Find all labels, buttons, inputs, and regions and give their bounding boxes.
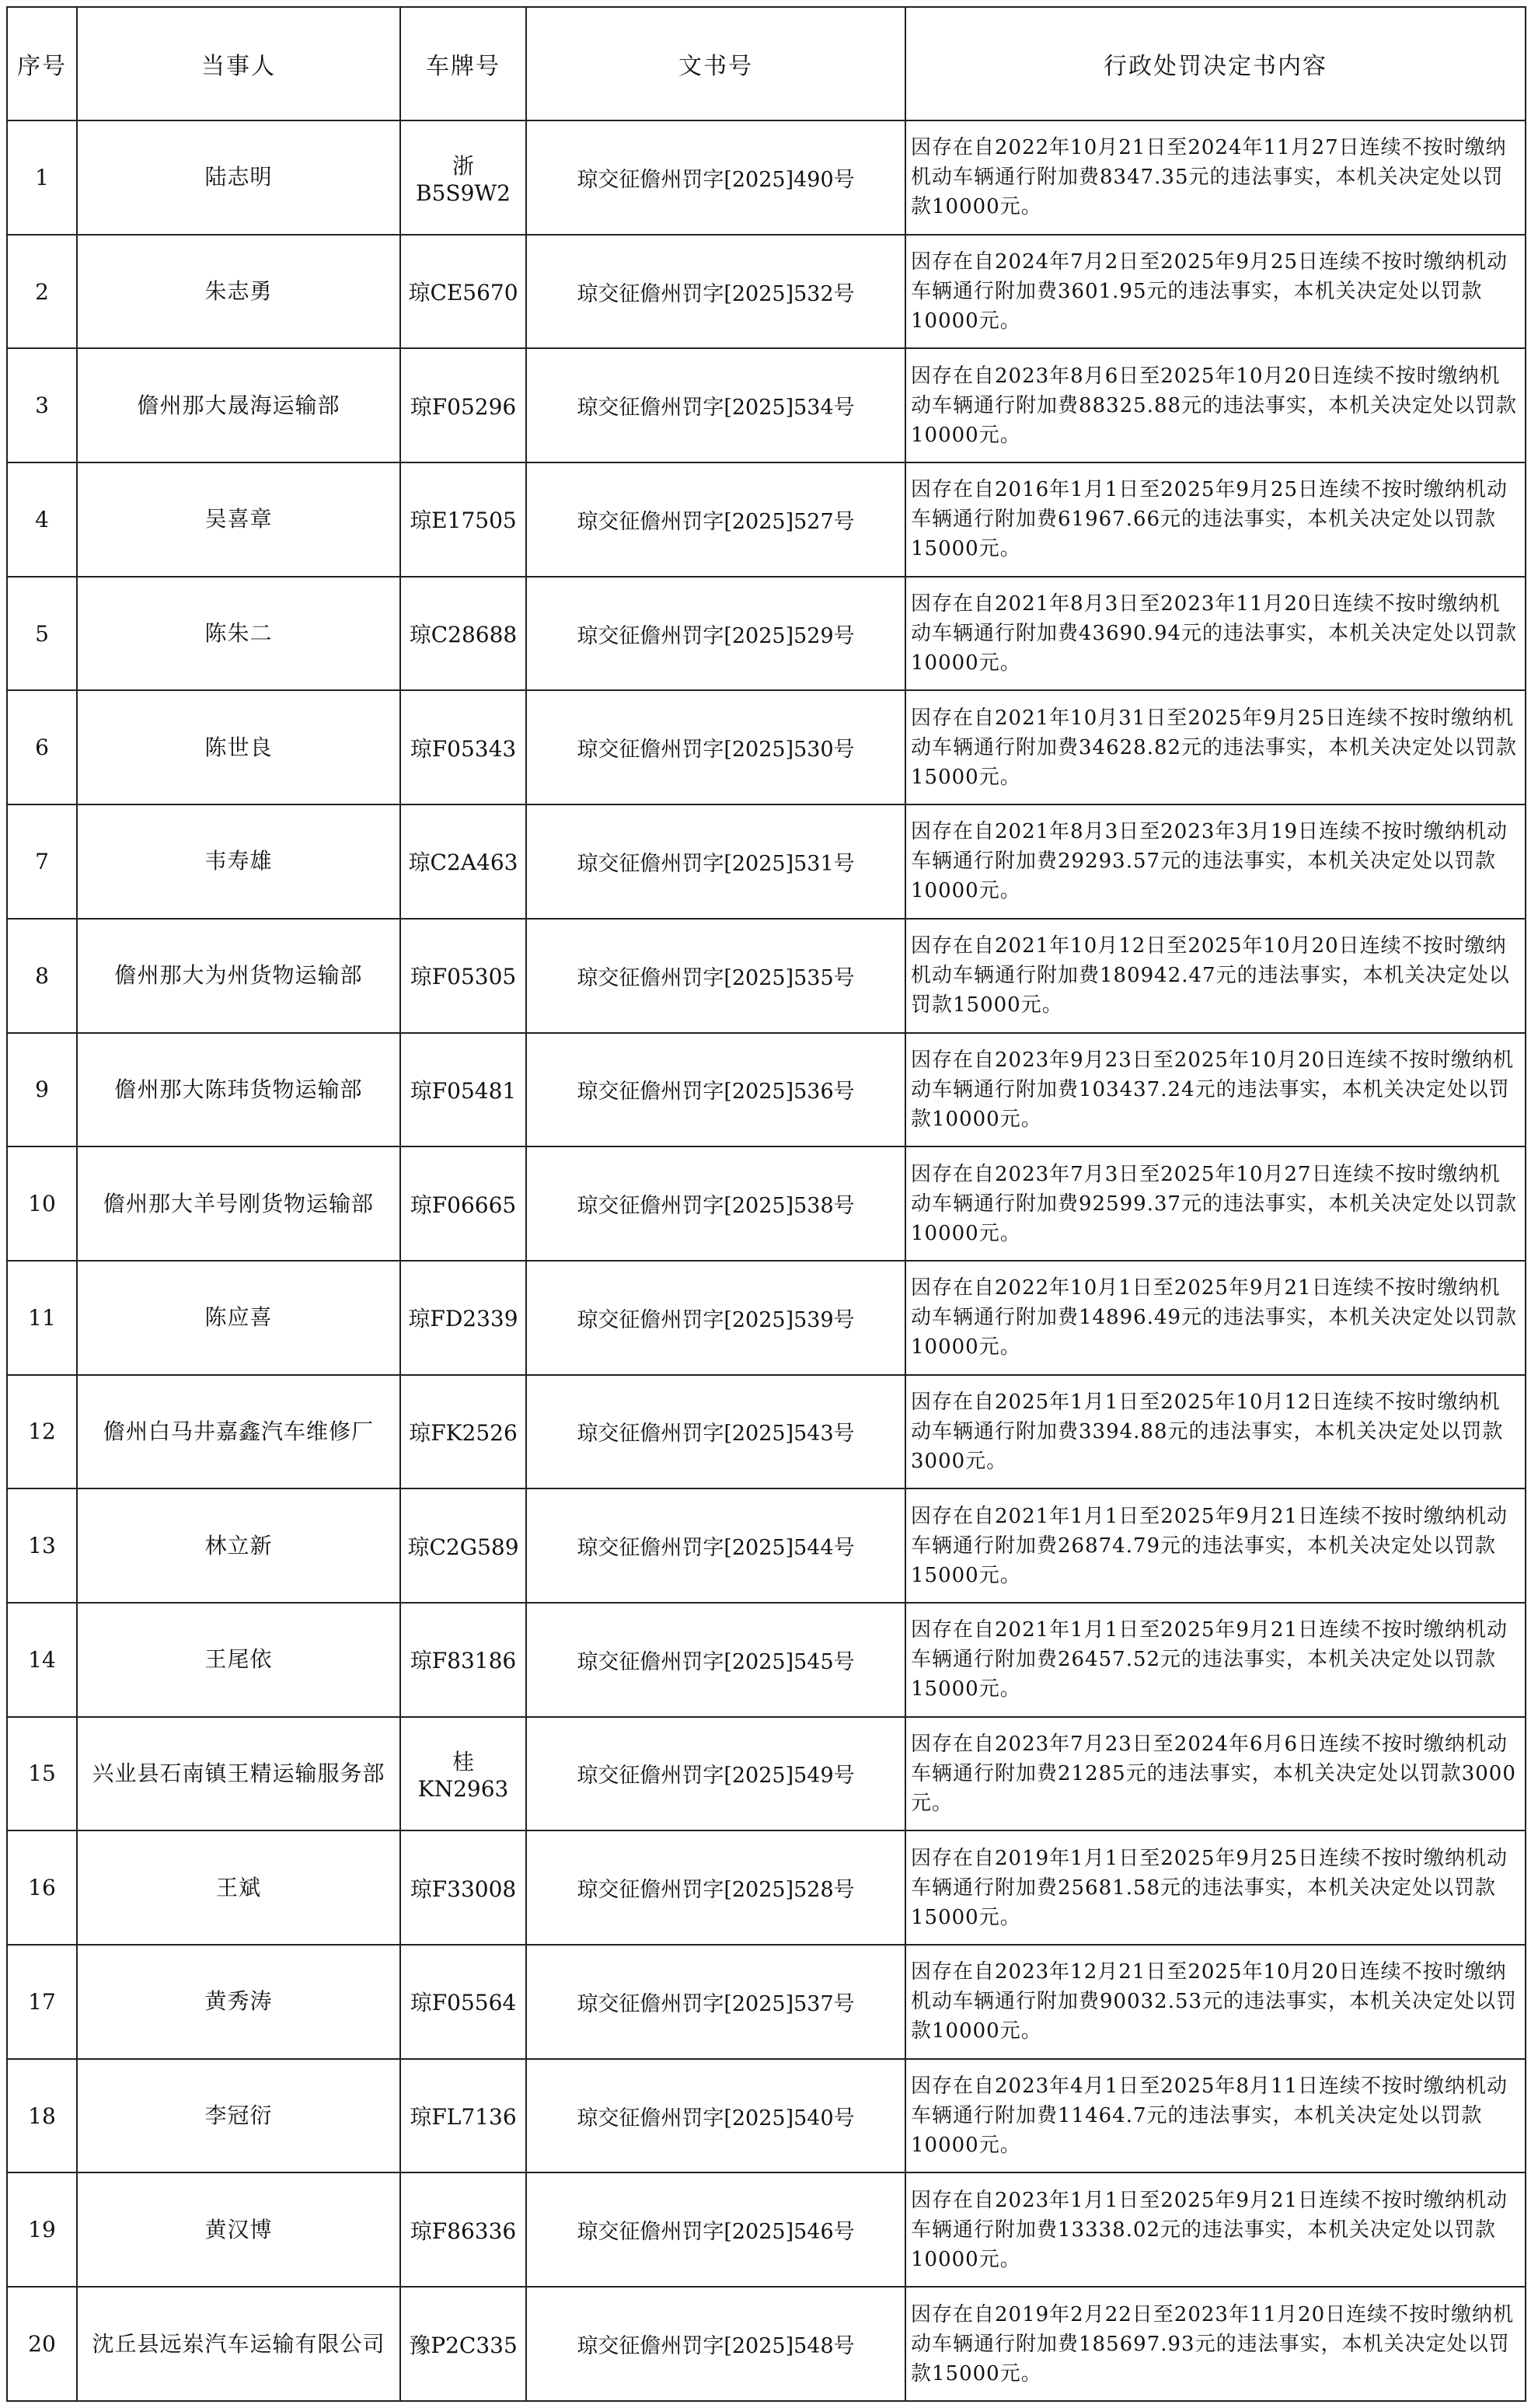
cell-no: 1 bbox=[7, 120, 77, 235]
penalty-decision-table bbox=[6, 6, 1526, 2402]
cell-party: 黄秀涛 bbox=[77, 1945, 400, 2059]
cell-plate: 琼F05343 bbox=[400, 690, 526, 804]
table-row bbox=[7, 1146, 1526, 1261]
cell-no: 15 bbox=[7, 1717, 77, 1831]
table-row bbox=[7, 462, 1526, 577]
cell-no: 12 bbox=[7, 1375, 77, 1489]
cell-plate: 琼CE5670 bbox=[400, 235, 526, 349]
cell-doc-number: 琼交征儋州罚字[2025]535号 bbox=[526, 919, 905, 1033]
header-no: 序号 bbox=[7, 7, 77, 120]
cell-decision-content: 因存在自2023年8月6日至2025年10月20日连续不按时缴纳机动车辆通行附加费88325.88元的违法事实，本机关决定处以罚款10000元。 bbox=[905, 348, 1526, 462]
cell-plate: 桂KN2963 bbox=[400, 1717, 526, 1831]
header-row bbox=[7, 7, 1526, 120]
table-row bbox=[7, 1261, 1526, 1375]
header-doc: 文书号 bbox=[526, 7, 905, 120]
cell-decision-content: 因存在自2021年10月12日至2025年10月20日连续不按时缴纳机动车辆通行附加费180942.47元的违法事实，本机关决定处以罚款15000元。 bbox=[905, 919, 1526, 1033]
cell-decision-content: 因存在自2023年1月1日至2025年9月21日连续不按时缴纳机动车辆通行附加费13338.02元的违法事实，本机关决定处以罚款10000元。 bbox=[905, 2172, 1526, 2287]
table-row bbox=[7, 1375, 1526, 1489]
cell-party: 儋州白马井嘉鑫汽车维修厂 bbox=[77, 1375, 400, 1489]
cell-party: 黄汉博 bbox=[77, 2172, 400, 2287]
cell-doc-number: 琼交征儋州罚字[2025]528号 bbox=[526, 1830, 905, 1945]
cell-doc-number: 琼交征儋州罚字[2025]537号 bbox=[526, 1945, 905, 2059]
header-party: 当事人 bbox=[77, 7, 400, 120]
header-plate: 车牌号 bbox=[400, 7, 526, 120]
cell-party: 韦寿雄 bbox=[77, 804, 400, 919]
cell-doc-number: 琼交征儋州罚字[2025]546号 bbox=[526, 2172, 905, 2287]
cell-plate: 琼FL7136 bbox=[400, 2059, 526, 2173]
cell-decision-content: 因存在自2023年7月23日至2024年6月6日连续不按时缴纳机动车辆通行附加费21285元的违法事实，本机关决定处以罚款3000元。 bbox=[905, 1717, 1526, 1831]
cell-doc-number: 琼交征儋州罚字[2025]529号 bbox=[526, 577, 905, 691]
cell-no: 5 bbox=[7, 577, 77, 691]
cell-plate: 琼C2A463 bbox=[400, 804, 526, 919]
cell-party: 陈朱二 bbox=[77, 577, 400, 691]
table-row bbox=[7, 1717, 1526, 1831]
cell-plate: 琼F05296 bbox=[400, 348, 526, 462]
table-row bbox=[7, 120, 1526, 235]
table-row bbox=[7, 2059, 1526, 2173]
cell-doc-number: 琼交征儋州罚字[2025]539号 bbox=[526, 1261, 905, 1375]
cell-no: 9 bbox=[7, 1033, 77, 1147]
cell-party: 李冠衍 bbox=[77, 2059, 400, 2173]
table-row bbox=[7, 1603, 1526, 1717]
cell-doc-number: 琼交征儋州罚字[2025]543号 bbox=[526, 1375, 905, 1489]
cell-doc-number: 琼交征儋州罚字[2025]540号 bbox=[526, 2059, 905, 2173]
cell-no: 6 bbox=[7, 690, 77, 804]
cell-doc-number: 琼交征儋州罚字[2025]531号 bbox=[526, 804, 905, 919]
cell-plate: 琼F05481 bbox=[400, 1033, 526, 1147]
table-body bbox=[7, 120, 1526, 2401]
cell-party: 朱志勇 bbox=[77, 235, 400, 349]
cell-no: 2 bbox=[7, 235, 77, 349]
table-row bbox=[7, 577, 1526, 691]
cell-decision-content: 因存在自2019年2月22日至2023年11月20日连续不按时缴纳机动车辆通行附加费185697.93元的违法事实，本机关决定处以罚款15000元。 bbox=[905, 2287, 1526, 2401]
cell-decision-content: 因存在自2021年8月3日至2023年3月19日连续不按时缴纳机动车辆通行附加费29293.57元的违法事实，本机关决定处以罚款10000元。 bbox=[905, 804, 1526, 919]
cell-decision-content: 因存在自2024年7月2日至2025年9月25日连续不按时缴纳机动车辆通行附加费3601.95元的违法事实，本机关决定处以罚款10000元。 bbox=[905, 235, 1526, 349]
cell-no: 18 bbox=[7, 2059, 77, 2173]
cell-doc-number: 琼交征儋州罚字[2025]527号 bbox=[526, 462, 905, 577]
table-row bbox=[7, 919, 1526, 1033]
cell-decision-content: 因存在自2019年1月1日至2025年9月25日连续不按时缴纳机动车辆通行附加费25681.58元的违法事实，本机关决定处以罚款15000元。 bbox=[905, 1830, 1526, 1945]
cell-party: 林立新 bbox=[77, 1488, 400, 1603]
cell-decision-content: 因存在自2022年10月21日至2024年11月27日连续不按时缴纳机动车辆通行附加费8347.35元的违法事实，本机关决定处以罚款10000元。 bbox=[905, 120, 1526, 235]
table-row bbox=[7, 235, 1526, 349]
table-row bbox=[7, 2172, 1526, 2287]
cell-plate: 琼F05305 bbox=[400, 919, 526, 1033]
cell-plate: 琼F33008 bbox=[400, 1830, 526, 1945]
cell-doc-number: 琼交征儋州罚字[2025]544号 bbox=[526, 1488, 905, 1603]
cell-doc-number: 琼交征儋州罚字[2025]549号 bbox=[526, 1717, 905, 1831]
cell-party: 儋州那大陈玮货物运输部 bbox=[77, 1033, 400, 1147]
cell-doc-number: 琼交征儋州罚字[2025]490号 bbox=[526, 120, 905, 235]
cell-decision-content: 因存在自2021年8月3日至2023年11月20日连续不按时缴纳机动车辆通行附加费43690.94元的违法事实，本机关决定处以罚款10000元。 bbox=[905, 577, 1526, 691]
cell-party: 兴业县石南镇王精运输服务部 bbox=[77, 1717, 400, 1831]
cell-plate: 琼FD2339 bbox=[400, 1261, 526, 1375]
cell-no: 13 bbox=[7, 1488, 77, 1603]
table-row bbox=[7, 1830, 1526, 1945]
cell-party: 陆志明 bbox=[77, 120, 400, 235]
table-row bbox=[7, 804, 1526, 919]
cell-decision-content: 因存在自2025年1月1日至2025年10月12日连续不按时缴纳机动车辆通行附加费3394.88元的违法事实，本机关决定处以罚款3000元。 bbox=[905, 1375, 1526, 1489]
cell-plate: 琼C28688 bbox=[400, 577, 526, 691]
cell-party: 王斌 bbox=[77, 1830, 400, 1945]
cell-decision-content: 因存在自2021年10月31日至2025年9月25日连续不按时缴纳机动车辆通行附加费34628.82元的违法事实，本机关决定处以罚款15000元。 bbox=[905, 690, 1526, 804]
cell-doc-number: 琼交征儋州罚字[2025]530号 bbox=[526, 690, 905, 804]
cell-doc-number: 琼交征儋州罚字[2025]548号 bbox=[526, 2287, 905, 2401]
table-row bbox=[7, 1033, 1526, 1147]
cell-party: 儋州那大为州货物运输部 bbox=[77, 919, 400, 1033]
cell-party: 儋州那大晟海运输部 bbox=[77, 348, 400, 462]
cell-plate: 琼F83186 bbox=[400, 1603, 526, 1717]
cell-no: 17 bbox=[7, 1945, 77, 2059]
cell-no: 19 bbox=[7, 2172, 77, 2287]
cell-party: 吴喜章 bbox=[77, 462, 400, 577]
cell-plate: 琼F05564 bbox=[400, 1945, 526, 2059]
cell-no: 8 bbox=[7, 919, 77, 1033]
cell-no: 3 bbox=[7, 348, 77, 462]
table-header bbox=[7, 7, 1526, 120]
cell-decision-content: 因存在自2023年7月3日至2025年10月27日连续不按时缴纳机动车辆通行附加费92599.37元的违法事实，本机关决定处以罚款10000元。 bbox=[905, 1146, 1526, 1261]
cell-no: 7 bbox=[7, 804, 77, 919]
cell-decision-content: 因存在自2023年12月21日至2025年10月20日连续不按时缴纳机动车辆通行附加费90032.53元的违法事实，本机关决定处以罚款10000元。 bbox=[905, 1945, 1526, 2059]
cell-plate: 琼E17505 bbox=[400, 462, 526, 577]
cell-doc-number: 琼交征儋州罚字[2025]532号 bbox=[526, 235, 905, 349]
cell-plate: 琼F06665 bbox=[400, 1146, 526, 1261]
header-content: 行政处罚决定书内容 bbox=[905, 7, 1526, 120]
cell-party: 王尾依 bbox=[77, 1603, 400, 1717]
cell-no: 20 bbox=[7, 2287, 77, 2401]
cell-plate: 琼C2G589 bbox=[400, 1488, 526, 1603]
cell-no: 14 bbox=[7, 1603, 77, 1717]
cell-plate: 琼FK2526 bbox=[400, 1375, 526, 1489]
cell-plate: 琼F86336 bbox=[400, 2172, 526, 2287]
cell-doc-number: 琼交征儋州罚字[2025]534号 bbox=[526, 348, 905, 462]
cell-decision-content: 因存在自2023年4月1日至2025年8月11日连续不按时缴纳机动车辆通行附加费11464.7元的违法事实，本机关决定处以罚款10000元。 bbox=[905, 2059, 1526, 2173]
cell-doc-number: 琼交征儋州罚字[2025]536号 bbox=[526, 1033, 905, 1147]
cell-no: 11 bbox=[7, 1261, 77, 1375]
cell-party: 沈丘县远岽汽车运输有限公司 bbox=[77, 2287, 400, 2401]
cell-decision-content: 因存在自2021年1月1日至2025年9月21日连续不按时缴纳机动车辆通行附加费26874.79元的违法事实，本机关决定处以罚款15000元。 bbox=[905, 1488, 1526, 1603]
cell-party: 儋州那大羊号刚货物运输部 bbox=[77, 1146, 400, 1261]
cell-decision-content: 因存在自2022年10月1日至2025年9月21日连续不按时缴纳机动车辆通行附加费14896.49元的违法事实，本机关决定处以罚款10000元。 bbox=[905, 1261, 1526, 1375]
cell-no: 16 bbox=[7, 1830, 77, 1945]
cell-doc-number: 琼交征儋州罚字[2025]545号 bbox=[526, 1603, 905, 1717]
table-row bbox=[7, 348, 1526, 462]
cell-plate: 豫P2C335 bbox=[400, 2287, 526, 2401]
cell-plate: 浙B5S9W2 bbox=[400, 120, 526, 235]
cell-party: 陈世良 bbox=[77, 690, 400, 804]
cell-party: 陈应喜 bbox=[77, 1261, 400, 1375]
cell-no: 10 bbox=[7, 1146, 77, 1261]
table-row bbox=[7, 2287, 1526, 2401]
cell-doc-number: 琼交征儋州罚字[2025]538号 bbox=[526, 1146, 905, 1261]
table-row bbox=[7, 1488, 1526, 1603]
cell-decision-content: 因存在自2021年1月1日至2025年9月21日连续不按时缴纳机动车辆通行附加费26457.52元的违法事实，本机关决定处以罚款15000元。 bbox=[905, 1603, 1526, 1717]
cell-decision-content: 因存在自2023年9月23日至2025年10月20日连续不按时缴纳机动车辆通行附加费103437.24元的违法事实，本机关决定处以罚款10000元。 bbox=[905, 1033, 1526, 1147]
table-row bbox=[7, 1945, 1526, 2059]
table-row bbox=[7, 690, 1526, 804]
cell-no: 4 bbox=[7, 462, 77, 577]
cell-decision-content: 因存在自2016年1月1日至2025年9月25日连续不按时缴纳机动车辆通行附加费61967.66元的违法事实，本机关决定处以罚款15000元。 bbox=[905, 462, 1526, 577]
